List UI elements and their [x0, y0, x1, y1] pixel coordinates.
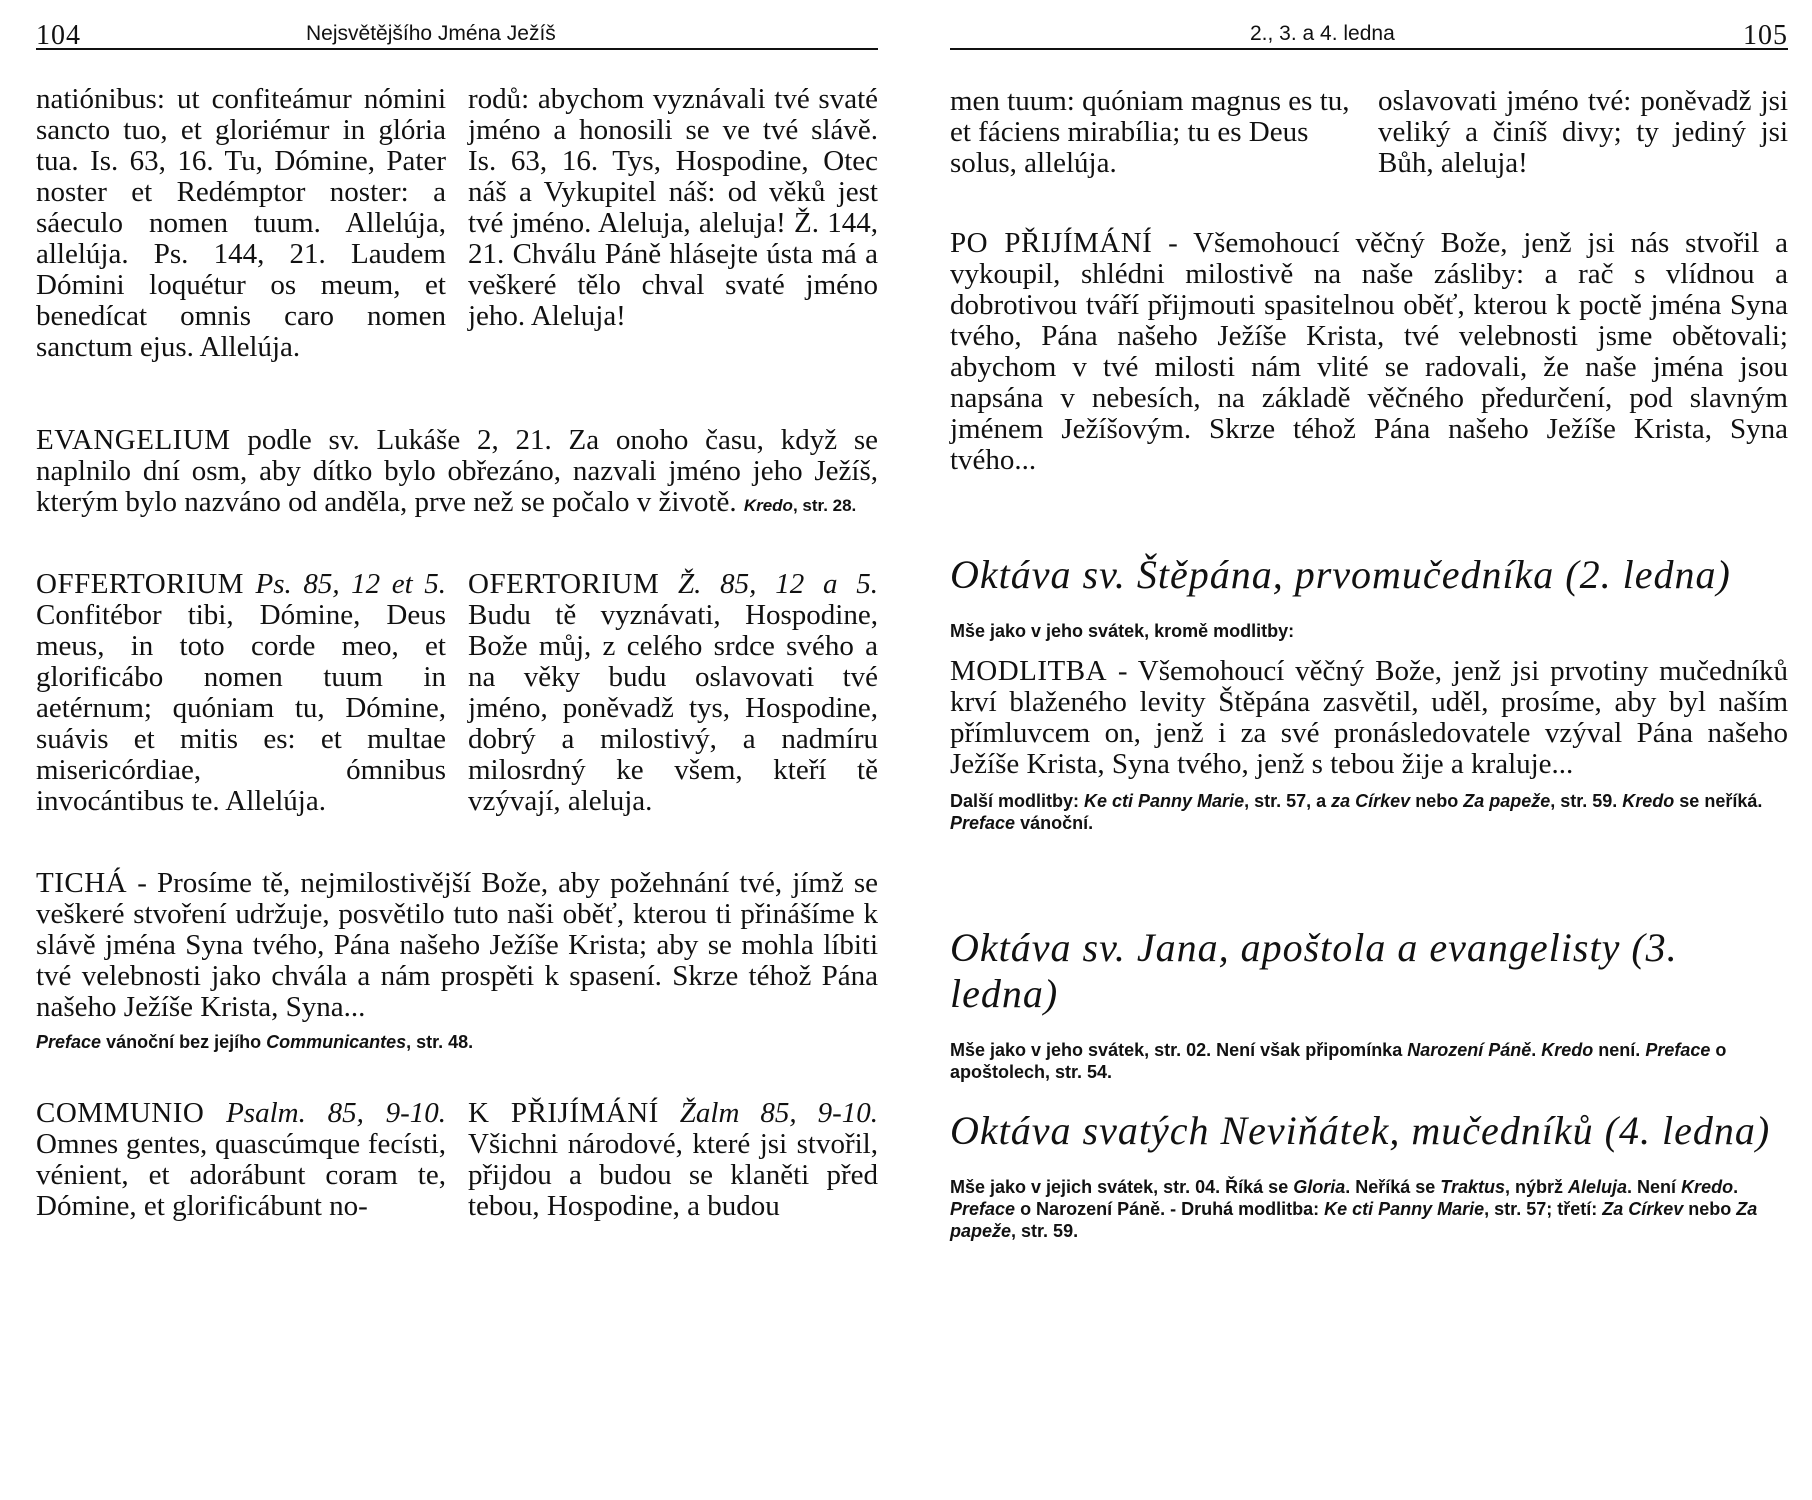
communio-latin: [36, 1098, 446, 1222]
czech-column: oslavovati jméno tvé: poněvadž jsi veliký a činíš divy; ty jediný jsi Bůh, aleluja!: [1378, 85, 1788, 179]
other-prayers-note: Další modlitby: Ke cti Panny Marie, str. 57, a za Církev nebo Za papeže, str. 59. Kredo se neříká. Preface vánoční.: [950, 791, 1763, 833]
ticha-note: Preface vánoční bez jejího Communicantes, str. 48.: [36, 1032, 474, 1052]
section-heading: OFFERTORIUM: [36, 568, 244, 600]
scripture-reference: Psalm. 85, 9-10.: [226, 1097, 446, 1129]
communio-czech-text: Všichni národové, které jsi stvořil, přijdou a budou se klaněti před tebou, Hospodine, a budou: [468, 1128, 878, 1222]
introit-end-columns: [36, 84, 878, 363]
scripture-reference: Žalm 85, 9-10.: [679, 1097, 878, 1129]
section-heading: TICHÁ: [36, 867, 128, 899]
octave-title: Oktáva sv. Štěpána, prvomučedníka (2. ledna): [950, 552, 1731, 597]
octave-title: Oktáva svatých Neviňátek, mučedníků (4. ledna): [950, 1108, 1771, 1153]
modlitba-text: - Všemohoucí věčný Bože, jenž jsi prvotiny mučedníků krví blaženého levity Štěpána zasvětil, uděl, prosíme, aby byl naším přímluvcem on, jenž i za své pronásledovatele vzýval Pána našeho Ježíše Krista, Syna tvého, jenž s tebou žije a kraluje...: [950, 655, 1788, 780]
section-heading: OFERTORIUM: [468, 568, 660, 600]
communio-czech: [468, 1098, 878, 1222]
octave-title: Oktáva sv. Jana, apoštola a evangelisty (3. ledna): [950, 925, 1678, 1016]
octave-innocents-section: [950, 1108, 1788, 1242]
evangelium-text: podle sv. Lukáše 2, 21. Za onoho času, když se naplnilo dní osm, aby dítko bylo obřezáno, nazvali jméno jeho Ježíš, kterým bylo nazváno od anděla, prve než se počalo v životě.: [36, 424, 879, 518]
offertorium-columns: [36, 569, 878, 817]
left-page-header: [36, 14, 878, 50]
offertorium-latin: [36, 569, 446, 817]
latin-column: men tuum: quóniam magnus es tu, et fáciens mirabília; tu es Deus solus, allelúja.: [950, 85, 1350, 179]
offertorium-latin-text: Confitébor tibi, Dómine, Deus meus, in toto corde meo, et glorificábo nomen tuum in aetérnum; quóniam tu, Dómine, suávis et mitis es: et multae misericórdiae, ómnibus invocántibus te. Allelúja.: [36, 599, 446, 817]
section-heading: MODLITBA: [950, 655, 1108, 687]
offertorium-czech-text: Budu tě vyznávati, Hospodine, Bože můj, z celého srdce svého a na věky budu oslavovati tvé jméno, poněvadž tys, Hospodine, dobrý a milostivý, a nadmíru milosrdný ke všem, kteří tě vzývají, aleluja.: [468, 599, 878, 817]
scripture-reference: Ps. 85, 12 et 5.: [255, 568, 447, 600]
running-title: 2., 3. a 4. ledna: [1250, 22, 1395, 45]
po-prijimani-text: - Všemohoucí věčný Bože, jenž jsi nás stvořil a vykoupil, shlédni milostivě na naše zásliby: a rač s vlídnou a dobrotivou tváří přijmouti spasitelnou oběť, kterou k poctě jména Syna tvého, Pána našeho Ježíše Krista, tvé velebnosti jsme obětovali; abychom v tvé milosti nám vlité se radovali, že naše jména jsou napsána v nebesích, na základě věčného předurčení, pod slavným jménem Ježíšovým. Skrze téhož Pána našeho Ježíše Krista, Syna tvého...: [950, 227, 1788, 476]
czech-column: rodů: abychom vyznávali tvé svaté jméno a honosili se ve tvé slávě. Is. 63, 16. Tys, Hospodine, Otec náš a Vykupitel náš: od věků jest tvé jméno. Aleluja, aleluja! Ž. 144, 21. Chválu Páně hlásejte ústa má a veškeré tělo chval svaté jméno jeho. Aleluja!: [468, 83, 878, 332]
communio-latin-text: Omnes gentes, quascúmque fecísti, vénient, et adorábunt coram te, Dómine, et glorificábunt no-: [36, 1128, 446, 1222]
latin-column: natiónibus: ut confiteámur nómini sancto tuo, et gloriémur in glória tua. Is. 63, 16. Tu, Dómine, Pater noster et Redémptor noster: a sáeculo nomen tuum. Allelúja, allelúja. Ps. 144, 21. Laudem Dómini loquétur os meum, et benedícat omnis caro nomen sanctum ejus. Allelúja.: [36, 83, 446, 363]
ticha-text: - Prosíme tě, nejmilostivější Bože, aby požehnání tvé, jímž se veškeré stvoření udržuje, posvětilo tuto naši oběť, kterou ti přinášíme k slávě jména Syna tvého, Pána našeho Ježíše Krista; aby se mohla líbiti tvé velebnosti jako chvála a nám prospěti k spasení. Skrze téhož Pána našeho Ježíše Krista, Syna...: [36, 867, 878, 1023]
page-number: 105: [1743, 20, 1788, 51]
running-title: Nejsvětějšího Jména Ježíš: [306, 22, 556, 45]
left-page: [0, 0, 900, 1500]
page-number: 104: [36, 20, 81, 51]
octave-note: Mše jako v jeho svátek, kromě modlitby:: [950, 621, 1295, 641]
communio-columns: [36, 1098, 878, 1222]
scripture-reference: Ž. 85, 12 a 5.: [678, 568, 878, 600]
section-heading: EVANGELIUM: [36, 424, 231, 456]
offertorium-czech: [468, 569, 878, 817]
section-heading: PO PŘIJÍMÁNÍ: [950, 227, 1153, 259]
octave-note: Mše jako v jeho svátek, str. 02. Není však připomínka Narození Páně. Kredo není. Preface o apoštolech, str. 54.: [950, 1040, 1727, 1082]
note-label: Kredo: [743, 496, 793, 515]
communio-end-columns: [950, 86, 1788, 179]
note-page: , str. 28.: [792, 496, 857, 515]
po-prijimani-section: [950, 228, 1788, 476]
octave-john-section: [950, 925, 1788, 1083]
right-page: [920, 0, 1812, 1500]
section-heading: K PŘIJÍMÁNÍ: [468, 1097, 659, 1129]
octave-note: Mše jako v jejich svátek, str. 04. Říká se Gloria. Neříká se Traktus, nýbrž Aleluja. Není Kredo. Preface o Narození Páně. - Druhá modlitba: Ke cti Panny Marie, str. 57; třetí: Za Církev nebo Za papeže, str. 59.: [950, 1177, 1758, 1241]
section-heading: COMMUNIO: [36, 1097, 205, 1129]
right-page-header: [950, 14, 1788, 50]
octave-stephen-section: [950, 552, 1788, 834]
ticha-section: [36, 868, 878, 1053]
evangelium-section: [36, 425, 878, 518]
